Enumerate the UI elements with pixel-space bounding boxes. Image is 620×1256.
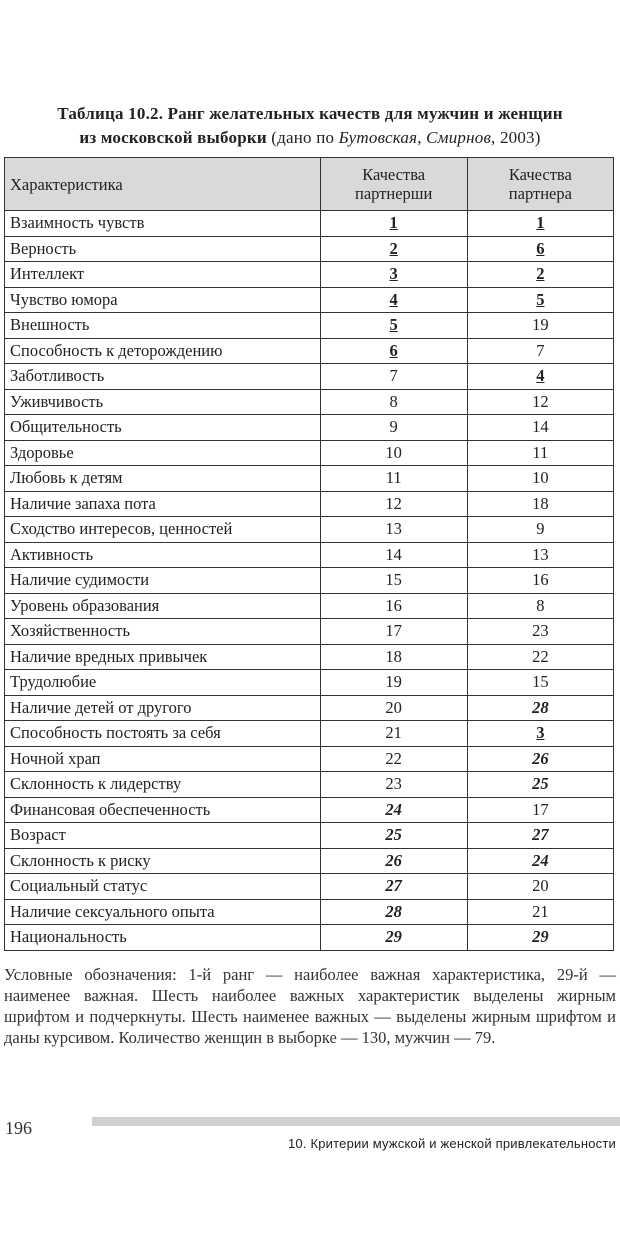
male-rank-cell [467,721,613,747]
female-rank-cell [320,364,467,390]
table-row [5,313,614,339]
female-rank-cell [320,517,467,543]
female-rank-cell [320,466,467,492]
characteristic-cell: Хозяйственность [5,619,321,645]
male-rank-cell [467,211,613,237]
male-rank-value: 11 [532,442,549,462]
female-rank-cell [320,287,467,313]
male-rank-cell [467,491,613,517]
male-rank-value: 19 [532,315,549,335]
female-rank-cell [320,262,467,288]
caption-title: Таблица 10.2. Ранг желательных качеств для мужчин и женщин [57,104,563,123]
table-row [5,491,614,517]
male-rank-cell [467,670,613,696]
table-notes: Условные обозначения: 1-й ранг — наиболее важная характеристика, 29-й — наименее важная. Шесть наиболее важных характеристик выделены жирным шрифтом и подчеркнуты. Шесть наименее важных — выделены жирным шрифтом и даны курсивом. Количество женщин в выборке — 130, мужчин — 79. [4,965,616,1047]
female-rank-value: 17 [385,621,402,641]
table-row [5,568,614,594]
page-number: 196 [5,1118,32,1138]
characteristic-cell: Верность [5,236,321,262]
female-rank-cell [320,211,467,237]
table-row [5,695,614,721]
female-rank-cell [320,695,467,721]
table-row [5,389,614,415]
characteristic-cell: Социальный статус [5,874,321,900]
male-rank-cell [467,899,613,925]
male-rank-value: 23 [532,621,549,641]
female-rank-value: 9 [389,417,398,437]
caption-source-close: , 2003) [491,128,541,147]
male-rank-cell [467,338,613,364]
table-row [5,287,614,313]
characteristic-cell: Внешность [5,313,321,339]
table-row [5,211,614,237]
characteristic-cell: Ночной храп [5,746,321,772]
header-male-partner [467,158,613,211]
female-rank-value: 8 [389,391,398,411]
female-rank-cell [320,389,467,415]
male-rank-value: 3 [536,723,545,743]
female-rank-value: 5 [389,315,398,335]
female-rank-value: 3 [389,264,398,284]
caption-line-1 [0,102,620,126]
male-rank-value: 2 [536,264,545,284]
table-row [5,619,614,645]
caption-author-1: Бутовская [338,128,418,147]
male-rank-value: 17 [532,799,549,819]
female-rank-value: 15 [385,570,402,590]
table-row [5,899,614,925]
female-rank-value: 24 [385,799,402,819]
table-row [5,848,614,874]
male-rank-value: 5 [536,289,545,309]
female-rank-cell [320,746,467,772]
female-rank-value: 21 [385,723,402,743]
male-rank-cell [467,466,613,492]
table-caption [0,102,620,150]
header-male-line-2: партнера [508,184,572,203]
characteristic-cell: Наличие судимости [5,568,321,594]
male-rank-value: 20 [532,876,549,896]
table-row [5,670,614,696]
female-rank-cell [320,772,467,798]
female-rank-cell [320,797,467,823]
female-rank-cell [320,644,467,670]
male-rank-value: 29 [532,927,549,947]
running-footer: 10. Критерии мужской и женской привлекательности [288,1136,616,1151]
table-row [5,874,614,900]
female-rank-cell [320,823,467,849]
caption-comma: , [417,128,427,147]
male-rank-cell [467,517,613,543]
header-male-line-1: Качества [508,165,572,184]
male-rank-cell [467,619,613,645]
male-rank-cell [467,925,613,951]
characteristic-cell: Способность постоять за себя [5,721,321,747]
female-rank-value: 14 [385,544,402,564]
male-rank-cell [467,772,613,798]
characteristic-cell: Уживчивость [5,389,321,415]
female-rank-cell [320,670,467,696]
male-rank-value: 18 [532,493,549,513]
female-rank-value: 2 [389,238,398,258]
female-rank-cell [320,899,467,925]
male-rank-cell [467,364,613,390]
male-rank-cell [467,823,613,849]
male-rank-value: 28 [532,697,549,717]
female-rank-cell [320,338,467,364]
characteristic-cell: Возраст [5,823,321,849]
male-rank-value: 1 [536,213,545,233]
header-female-partner [320,158,467,211]
table-row [5,925,614,951]
characteristic-cell: Сходство интересов, ценностей [5,517,321,543]
characteristic-cell: Наличие вредных привычек [5,644,321,670]
male-rank-cell [467,415,613,441]
characteristic-cell: Уровень образования [5,593,321,619]
female-rank-cell [320,721,467,747]
rank-table [4,157,614,951]
female-rank-value: 4 [389,289,398,309]
male-rank-value: 25 [532,774,549,794]
male-rank-cell [467,440,613,466]
table-row [5,338,614,364]
caption-line-2 [0,126,620,150]
male-rank-value: 13 [532,544,549,564]
male-rank-value: 24 [532,850,549,870]
caption-source-open: (дано по [266,128,339,147]
characteristic-cell: Способность к деторождению [5,338,321,364]
male-rank-cell [467,287,613,313]
table-row [5,262,614,288]
male-rank-value: 16 [532,570,549,590]
caption-title-cont: из московской выборки [79,128,267,147]
characteristic-cell: Склонность к риску [5,848,321,874]
characteristic-cell: Наличие сексуального опыта [5,899,321,925]
male-rank-cell [467,568,613,594]
table-row [5,466,614,492]
female-rank-value: 20 [385,697,402,717]
caption-author-2: Смирнов [426,128,492,147]
male-rank-cell [467,746,613,772]
male-rank-cell [467,874,613,900]
female-rank-cell [320,313,467,339]
table-row [5,721,614,747]
female-rank-cell [320,848,467,874]
male-rank-cell [467,262,613,288]
table-row [5,772,614,798]
male-rank-value: 4 [536,366,545,386]
female-rank-cell [320,874,467,900]
male-rank-value: 10 [532,468,549,488]
female-rank-cell [320,593,467,619]
table-row [5,644,614,670]
female-rank-value: 19 [385,672,402,692]
header-female-line-2: партнерши [354,184,433,203]
female-rank-value: 28 [385,901,402,921]
characteristic-cell: Чувство юмора [5,287,321,313]
female-rank-cell [320,542,467,568]
male-rank-cell [467,593,613,619]
characteristic-cell: Взаимность чувств [5,211,321,237]
characteristic-cell: Здоровье [5,440,321,466]
female-rank-cell [320,415,467,441]
male-rank-cell [467,695,613,721]
table-row [5,236,614,262]
female-rank-value: 6 [389,340,398,360]
male-rank-value: 8 [536,595,545,615]
female-rank-value: 25 [385,825,402,845]
female-rank-value: 1 [389,213,398,233]
female-rank-cell [320,440,467,466]
male-rank-cell [467,236,613,262]
table-row [5,517,614,543]
female-rank-value: 29 [385,927,402,947]
male-rank-value: 7 [536,340,545,360]
table-body [5,211,614,951]
table-row [5,593,614,619]
table-header [5,158,614,211]
footer-rule [92,1117,620,1126]
female-rank-value: 23 [385,774,402,794]
characteristic-cell: Интеллект [5,262,321,288]
header-characteristic: Характеристика [5,158,321,211]
female-rank-cell [320,236,467,262]
male-rank-value: 15 [532,672,549,692]
characteristic-cell: Любовь к детям [5,466,321,492]
female-rank-value: 27 [385,876,402,896]
header-female-line-1: Качества [362,165,426,184]
male-rank-value: 27 [532,825,549,845]
male-rank-cell [467,848,613,874]
male-rank-value: 6 [536,238,545,258]
characteristic-cell: Трудолюбие [5,670,321,696]
characteristic-cell: Активность [5,542,321,568]
female-rank-value: 12 [385,493,402,513]
male-rank-value: 22 [532,646,549,666]
female-rank-value: 7 [389,366,398,386]
characteristic-cell: Склонность к лидерству [5,772,321,798]
characteristic-cell: Наличие детей от другого [5,695,321,721]
table-row [5,797,614,823]
female-rank-value: 13 [385,519,402,539]
female-rank-value: 11 [385,468,402,488]
characteristic-cell: Общительность [5,415,321,441]
male-rank-cell [467,389,613,415]
female-rank-value: 26 [385,850,402,870]
characteristic-cell: Заботливость [5,364,321,390]
female-rank-cell [320,925,467,951]
characteristic-cell: Финансовая обеспеченность [5,797,321,823]
male-rank-value: 12 [532,391,549,411]
male-rank-value: 9 [536,519,545,539]
male-rank-cell [467,313,613,339]
male-rank-value: 26 [532,748,549,768]
table-row [5,542,614,568]
female-rank-value: 22 [385,748,402,768]
male-rank-cell [467,644,613,670]
female-rank-cell [320,568,467,594]
male-rank-cell [467,542,613,568]
female-rank-cell [320,491,467,517]
male-rank-value: 21 [532,901,549,921]
characteristic-cell: Национальность [5,925,321,951]
female-rank-value: 10 [385,442,402,462]
female-rank-value: 16 [385,595,402,615]
table-row [5,415,614,441]
table-row [5,823,614,849]
header-row [5,158,614,211]
table-row [5,440,614,466]
table-row [5,364,614,390]
female-rank-value: 18 [385,646,402,666]
male-rank-cell [467,797,613,823]
characteristic-cell: Наличие запаха пота [5,491,321,517]
table-row [5,746,614,772]
female-rank-cell [320,619,467,645]
male-rank-value: 14 [532,417,549,437]
